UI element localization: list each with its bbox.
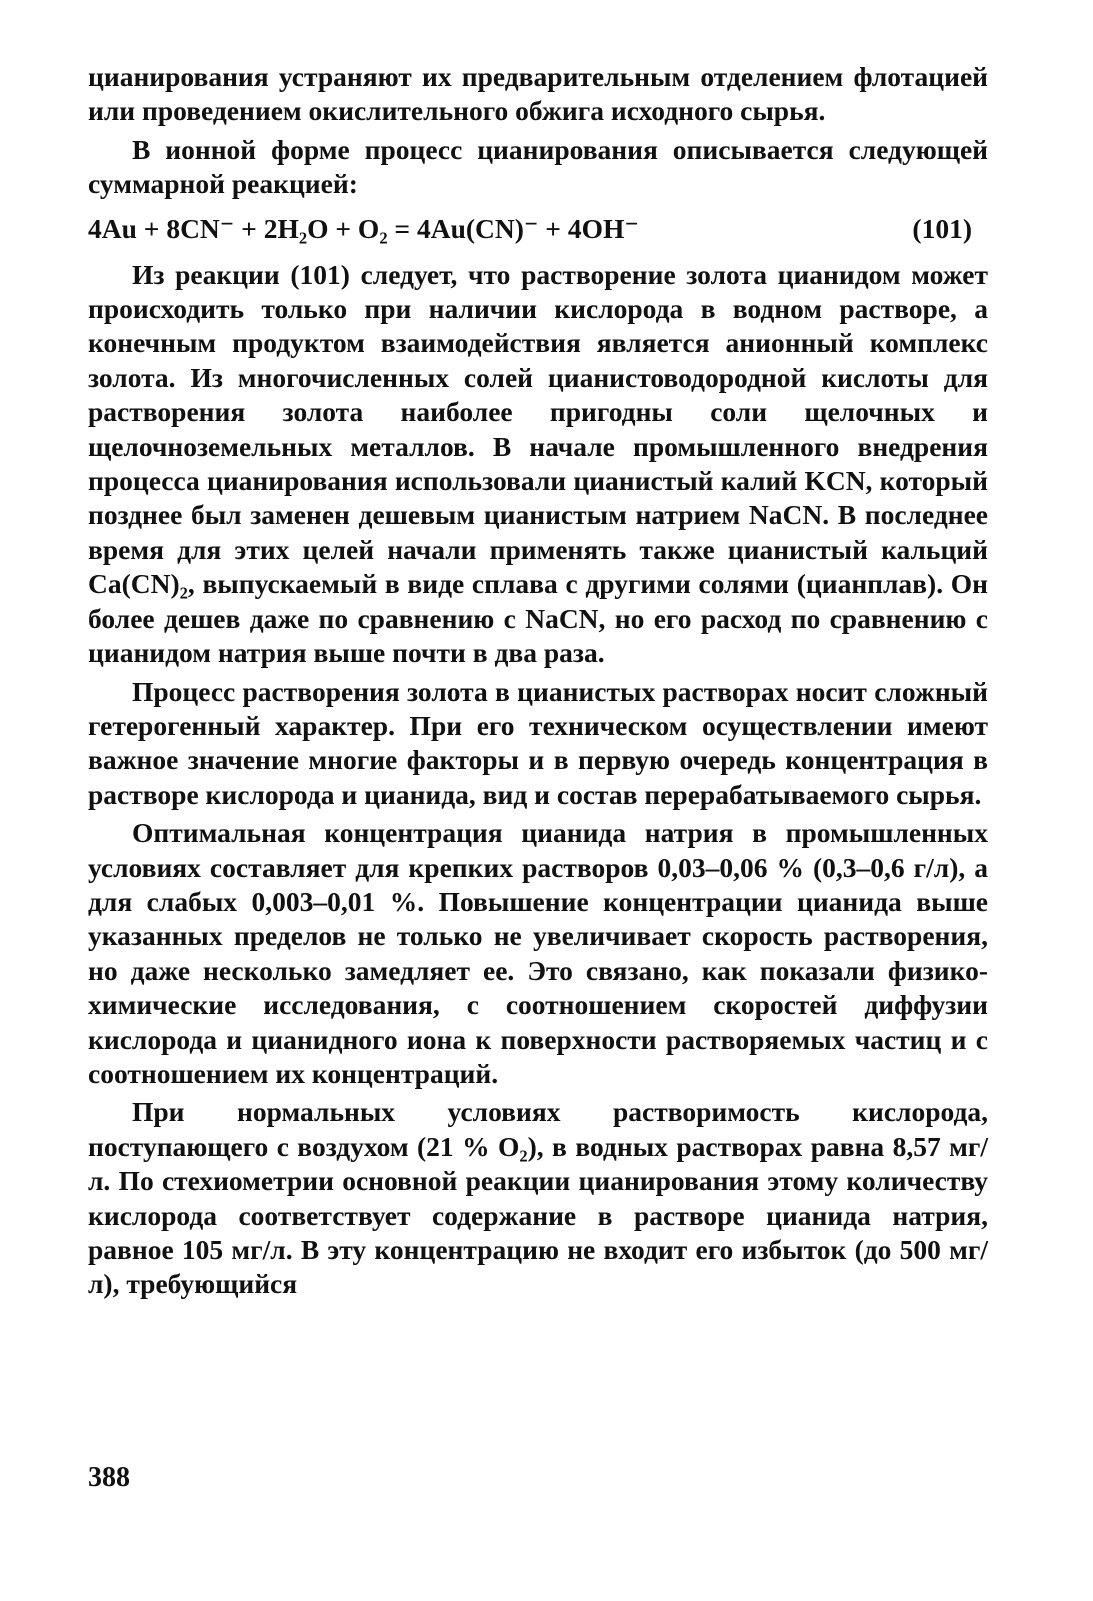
paragraph-reaction-analysis: Из реакции (101) следует, что растворение золота цианидом может происходить только при наличии кислорода в водном растворе, а конечным продуктом взаимодействия является анионный комплекс золота. Из многочисленных солей цианистоводородной кислоты для растворения золота наиболее пригодны соли щелочных и щелочноземельных металлов. В начале промышленного внедрения процесса цианирования использовали цианистый калий KCN, который позднее был заменен дешевым цианистым натрием NaCN. В последнее время для этих целей начали применять также цианистый кальций Ca(CN)₂, выпускаемый в виде сплава с другими солями (цианплав). Он более дешев даже по сравнению с NaCN, но его расход по сравнению с цианидом натрия выше почти в два раза. xyxy=(88,258,988,669)
page-text xyxy=(88,60,988,1302)
equation-101 xyxy=(88,212,988,246)
paragraph-optimal-concentration: Оптимальная концентрация цианида натрия в промышленных условиях составляет для крепких растворов 0,03–0,06 % (0,3–0,6 г/л), а для слабых 0,003–0,01 %. Повышение концентрации цианида выше указанных пределов не только не увеличивает скорость растворения, но даже несколько замедляет ее. Это связано, как показали физико-химические исследования, с соотношением скоростей диффузии кислорода и цианидного иона к поверхности растворяемых частиц и с соотношением их концентраций. xyxy=(88,817,988,1089)
equation-formula: 4Au + 8CN⁻ + 2H₂O + O₂ = 4Au(CN)⁻ + 4OH⁻ xyxy=(88,212,639,244)
equation-number: (101) xyxy=(912,212,972,244)
paragraph-ionic-form: В ионной форме процесс цианирования описывается следующей суммарной реакцией: xyxy=(88,133,988,200)
paragraph-dissolution-process: Процесс растворения золота в цианистых растворах носит сложный гетерогенный характер. При его техническом осуществлении имеют важное значение многие факторы и в первую очередь концентрация в растворе кислорода и цианида, вид и состав перерабатываемого сырья. xyxy=(88,675,988,810)
paragraph-oxygen-solubility: При нормальных условиях растворимость кислорода, поступающего с воздухом (21 % O₂), в водных растворах равна 8,57 мг/л. По стехиометрии основной реакции цианирования этому количеству кислорода соответствует содержание в растворе цианида натрия, равное 105 мг/л. В эту концентрацию не входит его избыток (до 500 мг/л), требующийся xyxy=(88,1096,988,1300)
page-number: 388 xyxy=(88,1462,130,1493)
paragraph-continuation: цианирования устраняют их предварительным отделением флотацией или проведением окислительного обжига исходного сырья. xyxy=(88,61,988,127)
